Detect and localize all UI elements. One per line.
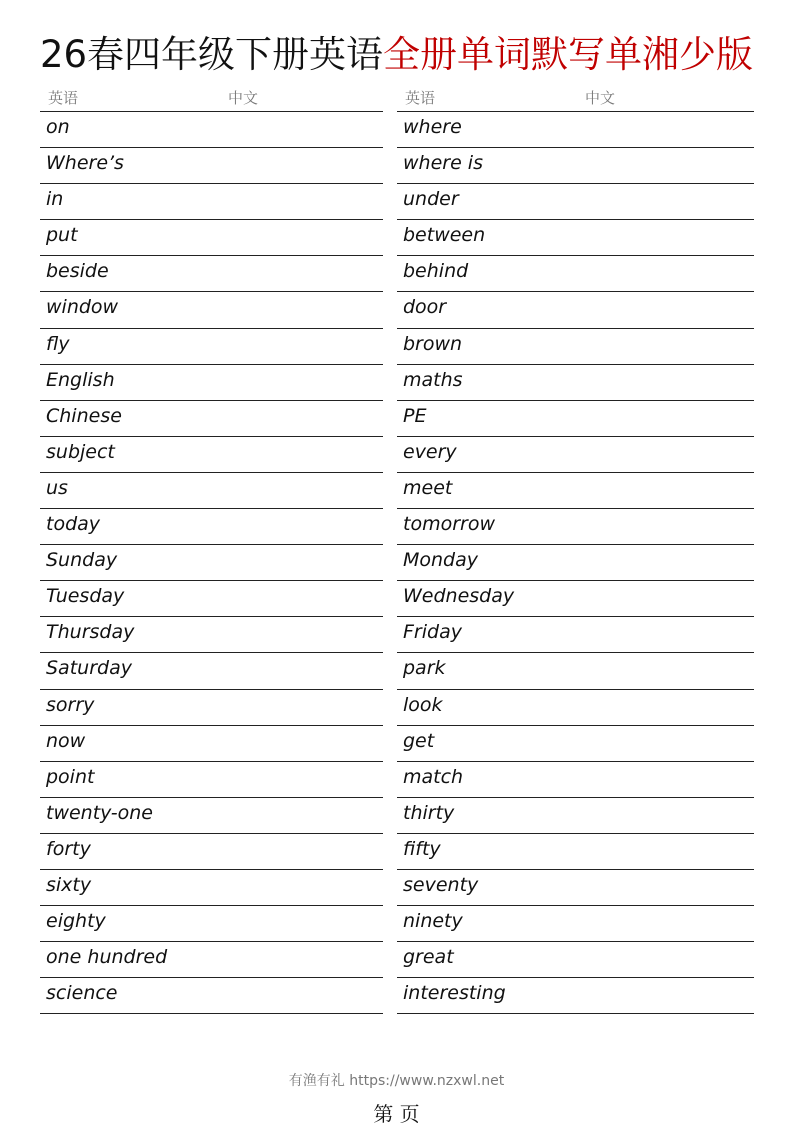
word-row bbox=[40, 509, 383, 545]
english-word: point bbox=[46, 765, 95, 788]
english-word: eighty bbox=[46, 910, 106, 933]
english-word: on bbox=[46, 116, 70, 138]
english-word: park bbox=[403, 657, 446, 680]
word-row bbox=[40, 834, 383, 870]
english-word: sixty bbox=[46, 873, 92, 896]
word-row bbox=[40, 292, 383, 328]
word-row bbox=[40, 545, 383, 581]
english-word: Chinese bbox=[46, 404, 122, 427]
english-word: science bbox=[46, 982, 118, 1005]
word-row bbox=[397, 112, 754, 148]
english-word: Wednesday bbox=[403, 585, 515, 608]
english-word: meet bbox=[403, 476, 453, 499]
footer-website: 有渔有礼 https://www.nzxwl.net bbox=[288, 1073, 505, 1089]
english-word: ninety bbox=[403, 910, 463, 933]
word-row bbox=[40, 690, 383, 726]
english-word: maths bbox=[403, 368, 463, 391]
word-row bbox=[40, 256, 383, 292]
english-word: Tuesday bbox=[46, 585, 125, 608]
column-header-left bbox=[40, 80, 383, 112]
word-row bbox=[40, 653, 383, 689]
word-row bbox=[397, 329, 754, 365]
word-row bbox=[40, 617, 383, 653]
english-word: fly bbox=[46, 332, 70, 355]
word-row bbox=[40, 437, 383, 473]
word-row bbox=[397, 581, 754, 617]
title-prefix: 26春四年级下册英语 bbox=[39, 33, 384, 76]
english-word: every bbox=[403, 440, 457, 463]
word-row bbox=[397, 256, 754, 292]
word-row bbox=[397, 906, 754, 942]
english-word: between bbox=[403, 224, 486, 247]
word-row bbox=[40, 329, 383, 365]
word-column-left bbox=[40, 80, 383, 1014]
english-word: forty bbox=[46, 837, 91, 860]
word-row bbox=[40, 906, 383, 942]
english-word: window bbox=[46, 296, 119, 319]
word-row bbox=[397, 401, 754, 437]
header-chinese-label: 中文 bbox=[585, 89, 616, 107]
english-word: Friday bbox=[403, 621, 462, 644]
footer-page-number: 第 页 bbox=[373, 1102, 420, 1126]
english-word: Where’s bbox=[46, 152, 124, 175]
english-word: beside bbox=[46, 260, 109, 283]
english-word: twenty-one bbox=[46, 801, 153, 824]
english-word: fifty bbox=[403, 837, 441, 860]
word-row bbox=[40, 798, 383, 834]
english-word: get bbox=[403, 729, 435, 752]
title-highlight: 全册单词默写单湘少版 bbox=[383, 33, 754, 76]
word-row bbox=[40, 401, 383, 437]
word-row bbox=[40, 726, 383, 762]
word-list-left bbox=[40, 112, 383, 1014]
word-row bbox=[397, 509, 754, 545]
word-row bbox=[397, 437, 754, 473]
english-word: where bbox=[403, 116, 462, 138]
word-row bbox=[40, 112, 383, 148]
word-row bbox=[397, 292, 754, 328]
word-row bbox=[40, 978, 383, 1014]
english-word: match bbox=[403, 765, 464, 788]
word-row bbox=[397, 690, 754, 726]
english-word: English bbox=[46, 368, 115, 391]
english-word: Sunday bbox=[46, 549, 118, 572]
word-row bbox=[40, 942, 383, 978]
english-word: PE bbox=[403, 404, 427, 427]
english-word: today bbox=[46, 513, 101, 536]
english-word: Monday bbox=[403, 549, 479, 572]
english-word: brown bbox=[403, 332, 463, 355]
word-row bbox=[397, 148, 754, 184]
word-row bbox=[40, 184, 383, 220]
word-row bbox=[397, 545, 754, 581]
header-chinese-label: 中文 bbox=[228, 89, 259, 107]
english-word: under bbox=[403, 188, 459, 211]
word-row bbox=[397, 365, 754, 401]
english-word: tomorrow bbox=[403, 513, 495, 536]
word-row bbox=[397, 870, 754, 906]
english-word: one hundred bbox=[46, 946, 168, 969]
english-word: put bbox=[46, 224, 78, 247]
word-row bbox=[397, 220, 754, 256]
english-word: Thursday bbox=[46, 621, 135, 644]
column-header-right bbox=[397, 80, 754, 112]
english-word: door bbox=[403, 296, 447, 319]
page-title bbox=[0, 30, 793, 80]
word-row bbox=[397, 184, 754, 220]
word-row bbox=[40, 473, 383, 509]
word-row bbox=[397, 978, 754, 1014]
english-word: subject bbox=[46, 440, 115, 463]
english-word: look bbox=[403, 693, 443, 716]
word-row bbox=[397, 653, 754, 689]
english-word: sorry bbox=[46, 693, 95, 716]
word-row bbox=[397, 942, 754, 978]
english-word: Saturday bbox=[46, 657, 132, 680]
word-column-right bbox=[397, 80, 754, 1014]
english-word: behind bbox=[403, 260, 469, 283]
word-row bbox=[397, 617, 754, 653]
english-word: seventy bbox=[403, 873, 479, 896]
english-word: in bbox=[46, 188, 64, 211]
word-row bbox=[397, 762, 754, 798]
word-row bbox=[397, 726, 754, 762]
header-english-label: 英语 bbox=[48, 89, 79, 107]
word-row bbox=[40, 762, 383, 798]
word-row bbox=[40, 581, 383, 617]
english-word: us bbox=[46, 476, 68, 499]
word-row bbox=[397, 473, 754, 509]
word-row bbox=[397, 834, 754, 870]
word-row bbox=[40, 870, 383, 906]
english-word: thirty bbox=[403, 801, 455, 824]
english-word: great bbox=[403, 946, 454, 969]
word-row bbox=[40, 220, 383, 256]
english-word: interesting bbox=[403, 982, 506, 1005]
header-english-label: 英语 bbox=[405, 89, 436, 107]
word-row bbox=[40, 365, 383, 401]
word-list-right bbox=[397, 112, 754, 1014]
word-row bbox=[40, 148, 383, 184]
english-word: where is bbox=[403, 152, 483, 175]
word-row bbox=[397, 798, 754, 834]
english-word: now bbox=[46, 729, 86, 752]
